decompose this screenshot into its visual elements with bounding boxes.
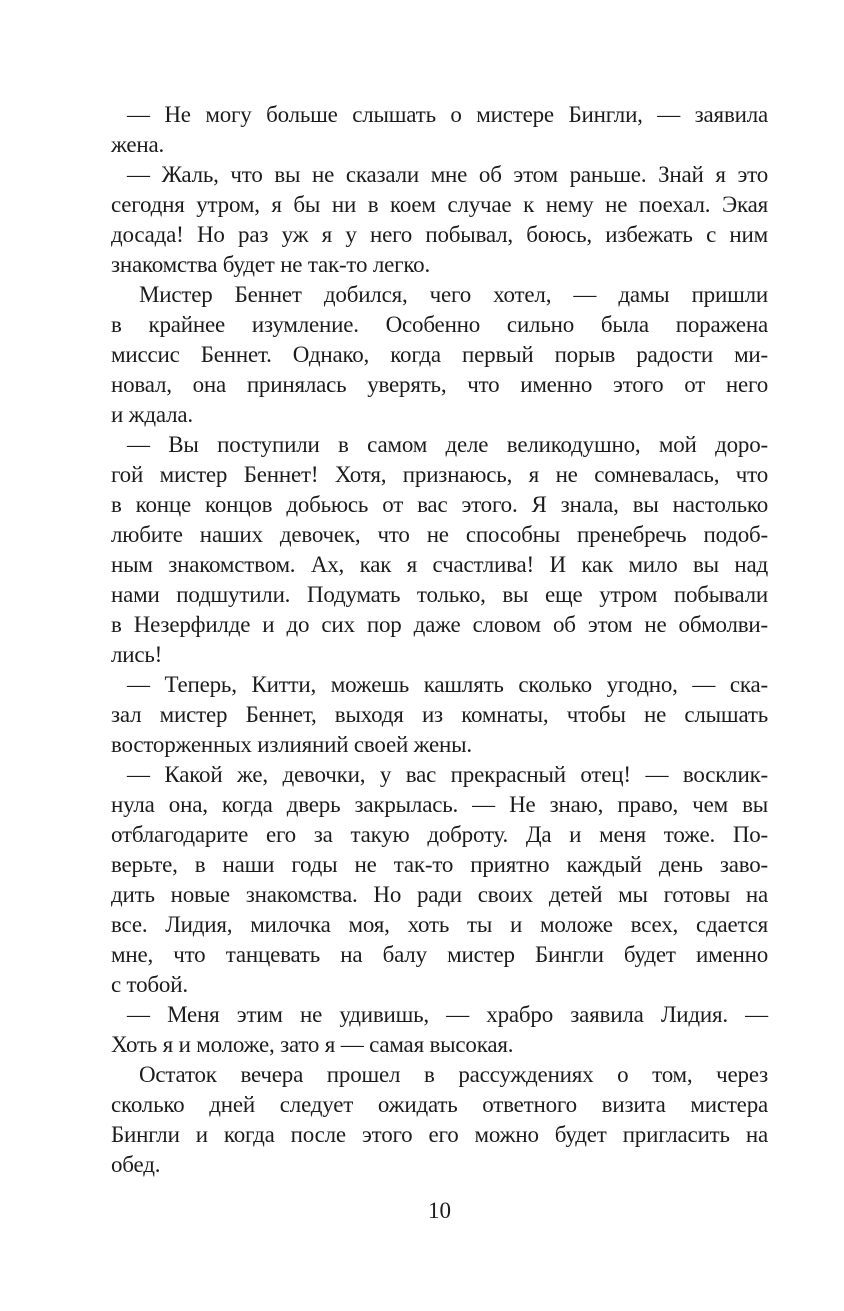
text-line: с тобой.	[111, 972, 188, 997]
paragraph	[111, 670, 768, 760]
text-line: — Меня этим не удивишь, — храбро заявила Лидия. —	[127, 1002, 768, 1027]
text-line: новал, она принялась уверять, что именно этого от него	[111, 372, 768, 397]
page-text	[111, 100, 768, 1180]
paragraph	[111, 1000, 768, 1060]
paragraph	[111, 430, 768, 670]
text-line: гой мистер Беннет! Хотя, признаюсь, я не сомневалась, что	[111, 462, 768, 487]
text-line: верьте, в наши годы не так-то приятно каждый день заво-	[111, 852, 768, 877]
text-line: жена.	[111, 132, 165, 157]
text-line: досада! Но раз уж я у него побывал, боюсь, избежать с ним	[111, 222, 768, 247]
paragraph	[111, 760, 768, 1000]
text-line: сколько дней следует ожидать ответного визита мистера	[111, 1092, 768, 1117]
paragraph	[111, 160, 768, 280]
text-line: нами подшутили. Подумать только, вы еще утром побывали	[111, 582, 768, 607]
text-line: все. Лидия, милочка моя, хоть ты и моложе всех, сдается	[111, 912, 768, 937]
text-line: — Какой же, девочки, у вас прекрасный отец! — восклик-	[127, 762, 768, 787]
text-line: дить новые знакомства. Но ради своих детей мы готовы на	[111, 882, 768, 907]
text-line: Хоть я и моложе, зато я — самая высокая.	[111, 1032, 514, 1057]
text-line: нула она, когда дверь закрылась. — Не знаю, право, чем вы	[111, 792, 768, 817]
text-line: обед.	[111, 1152, 161, 1177]
text-line: ным знакомством. Ах, как я счастлива! И как мило вы над	[111, 552, 768, 577]
text-line: в Незерфилде и до сих пор даже словом об этом не обмолви-	[111, 612, 768, 637]
text-line: Мистер Беннет добился, чего хотел, — дамы пришли	[139, 282, 768, 307]
text-line: зал мистер Беннет, выходя из комнаты, чтобы не слышать	[111, 702, 768, 727]
text-line: восторженных излияний своей жены.	[111, 732, 472, 757]
text-line: в крайнее изумление. Особенно сильно была поражена	[111, 312, 768, 337]
text-line: в конце концов добьюсь от вас этого. Я знала, вы настолько	[111, 492, 768, 517]
paragraph	[111, 1060, 768, 1180]
text-line: — Теперь, Китти, можешь кашлять сколько угодно, — ска-	[127, 672, 768, 697]
text-line: знакомства будет не так-то легко.	[111, 252, 431, 277]
page-number: 10	[428, 1198, 451, 1223]
text-line: любите наших девочек, что не способны пренебречь подоб-	[111, 522, 768, 547]
text-line: Бингли и когда после этого его можно будет пригласить на	[111, 1122, 768, 1147]
text-line: отблагодарите его за такую доброту. Да и меня тоже. По-	[111, 822, 768, 847]
text-line: сегодня утром, я бы ни в коем случае к нему не поехал. Экая	[111, 192, 768, 217]
text-line: — Не могу больше слышать о мистере Бингли, — заявила	[127, 102, 768, 127]
paragraph	[111, 100, 768, 160]
paragraph	[111, 280, 768, 430]
text-line: мне, что танцевать на балу мистер Бингли будет именно	[111, 942, 768, 967]
text-line: — Вы поступили в самом деле великодушно, мой доро-	[127, 432, 768, 457]
text-line: лись!	[111, 642, 163, 667]
text-line: — Жаль, что вы не сказали мне об этом раньше. Знай я это	[127, 162, 768, 187]
text-line: миссис Беннет. Однако, когда первый порыв радости ми-	[111, 342, 768, 367]
text-line: и ждала.	[111, 402, 193, 427]
text-line: Остаток вечера прошел в рассуждениях о том, через	[139, 1062, 768, 1087]
